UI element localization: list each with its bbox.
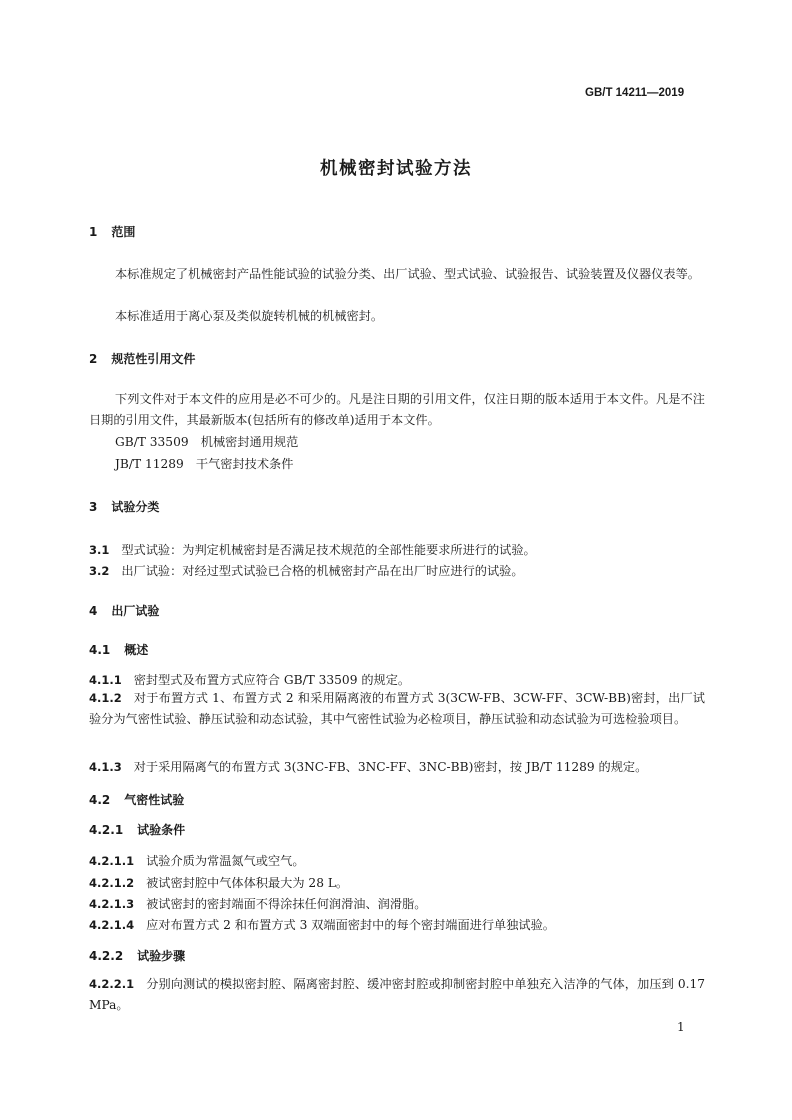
clause-number: 4.1.1 (89, 673, 122, 687)
clause-4-1-1 (89, 669, 410, 688)
section-title: 出厂试验 (111, 604, 160, 618)
clause-text: 试验介质为常温氮气或空气。 (146, 854, 305, 868)
subsection-4-2-heading (89, 791, 184, 808)
clause-number: 4.2.1.4 (89, 918, 135, 932)
clause-3-1 (89, 539, 536, 558)
clause-number: 3.1 (89, 543, 110, 557)
clause-4-2-2-1 (89, 974, 705, 1016)
subsection-4-2-2-heading (89, 947, 185, 964)
section-2-paragraph-1: 下列文件对于本文件的应用是必不可少的。凡是注日期的引用文件，仅注日期的版本适用于本文件。凡是不注日期的引用文件，其最新版本(包括所有的修改单)适用于本文件。 (89, 392, 705, 427)
clause-text: 出厂试验：对经过型式试验已合格的机械密封产品在出厂时应进行的试验。 (121, 564, 524, 578)
clause-number: 4.1.3 (89, 760, 122, 774)
subsection-4-2-1-heading (89, 821, 185, 838)
section-1-paragraph-1: 本标准规定了机械密封产品性能试验的试验分类、出厂试验、型式试验、试验报告、试验装置及仪器仪表等。 (115, 267, 700, 281)
clause-number: 4.2.2.1 (89, 977, 135, 991)
clause-text: 对于采用隔离气的布置方式 3(3NC-FB、3NC-FF、3NC-BB)密封，按 JB/T 11289 的规定。 (133, 760, 648, 774)
clause-text: 对于布置方式 1、布置方式 2 和采用隔离液的布置方式 3(3CW-FB、3CW-FF、3CW-BB)密封，出厂试验分为气密性试验、静压试验和动态试验，其中气密性试验为必检项目，静压试验和动态试验为可选检验项目。 (89, 691, 705, 726)
clause-4-1-3 (89, 756, 647, 775)
clause-number: 4.2.1.3 (89, 897, 135, 911)
clause-number: 3.2 (89, 564, 110, 578)
section-number: 3 (89, 500, 98, 514)
section-title: 规范性引用文件 (111, 352, 196, 366)
section-2-heading (89, 350, 195, 367)
section-number: 4 (89, 604, 98, 618)
clause-number: 4.2.1.2 (89, 876, 135, 890)
reference-item: JB/T 11289 干气密封技术条件 (115, 457, 294, 471)
section-3-heading (89, 498, 159, 515)
clause-text: 应对布置方式 2 和布置方式 3 双端面密封中的每个密封端面进行单独试验。 (146, 918, 555, 932)
section-title: 范围 (111, 225, 136, 239)
clause-4-1-2 (89, 688, 705, 730)
clause-number: 4.1.2 (89, 691, 122, 705)
clause-4-2-1-3 (89, 893, 426, 912)
section-title: 试验分类 (111, 500, 160, 514)
clause-text: 分别向测试的模拟密封腔、隔离密封腔、缓冲密封腔或抑制密封腔中单独充入洁净的气体，加压到 0.17 MPa。 (89, 977, 705, 1012)
clause-3-2 (89, 560, 524, 579)
section-number: 1 (89, 225, 98, 239)
section-1-heading (89, 223, 135, 240)
clause-text: 密封型式及布置方式应符合 GB/T 33509 的规定。 (133, 673, 411, 687)
reference-item: GB/T 33509 机械密封通用规范 (115, 435, 299, 449)
subsection-4-1-heading (89, 641, 148, 658)
subsection-number: 4.2.2 (89, 949, 124, 963)
clause-text: 被试密封腔中气体体积最大为 28 L。 (146, 876, 349, 890)
subsection-number: 4.2 (89, 793, 111, 807)
clause-4-2-1-1 (89, 850, 305, 869)
document-title: 机械密封试验方法 (320, 159, 472, 179)
clause-4-2-1-4 (89, 914, 555, 933)
clause-number: 4.2.1.1 (89, 854, 135, 868)
section-1-paragraph-2: 本标准适用于离心泵及类似旋转机械的机械密封。 (115, 309, 384, 323)
subsection-title: 试验条件 (137, 823, 186, 837)
subsection-number: 4.2.1 (89, 823, 124, 837)
page-number: 1 (677, 1020, 685, 1034)
clause-text: 被试密封的密封端面不得涂抹任何润滑油、润滑脂。 (146, 897, 427, 911)
subsection-title: 概述 (124, 643, 149, 657)
section-4-heading (89, 602, 159, 619)
subsection-number: 4.1 (89, 643, 111, 657)
clause-text: 型式试验：为判定机械密封是否满足技术规范的全部性能要求所进行的试验。 (121, 543, 536, 557)
clause-4-2-1-2 (89, 872, 348, 891)
section-number: 2 (89, 352, 98, 366)
standard-number: GB/T 14211—2019 (585, 87, 685, 99)
subsection-title: 试验步骤 (137, 949, 186, 963)
subsection-title: 气密性试验 (124, 793, 185, 807)
